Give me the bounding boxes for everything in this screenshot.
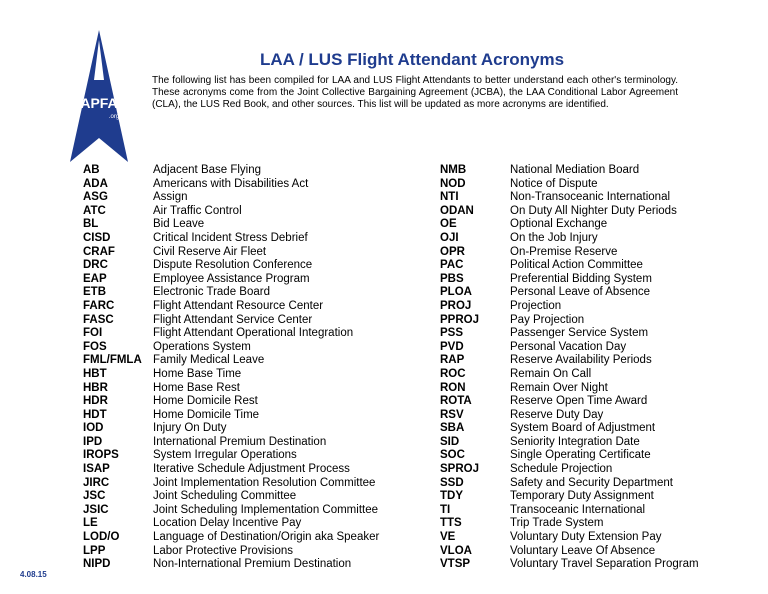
acronym-abbr: SPROJ [440,463,479,476]
acronym-abbr: ROC [440,367,466,380]
acronym-row [83,218,379,232]
acronym-row [440,395,699,409]
acronym-definition: Single Operating Certificate [510,449,651,462]
acronym-abbr: OJI [440,231,459,244]
apfa-logo [70,30,128,162]
acronym-abbr: FARC [83,299,115,312]
acronym-definition: Trip Trade System [510,517,604,530]
acronym-definition: Non-Transoceanic International [510,191,671,204]
acronym-row [440,422,699,436]
acronym-abbr: CRAF [83,245,115,258]
acronym-abbr: RSV [440,408,464,421]
acronym-abbr: ASG [83,191,108,204]
acronym-definition: Reserve Availability Periods [510,354,652,367]
acronym-abbr: FOS [83,340,107,353]
acronym-abbr: NMB [440,164,467,176]
acronym-row [440,273,699,287]
acronym-row [83,232,379,246]
acronym-abbr: OPR [440,245,465,258]
acronym-abbr: NOD [440,177,466,190]
acronym-definition: Remain On Call [510,367,592,380]
acronym-definition: Flight Attendant Operational Integration [153,327,354,340]
acronym-abbr: FASC [83,313,114,326]
acronym-abbr: TTS [440,517,462,530]
acronym-definition: Pay Projection [510,313,585,326]
acronym-abbr: NTI [440,191,459,204]
acronym-abbr: HBT [83,367,107,380]
acronym-abbr: LOD/O [83,531,120,544]
acronym-abbr: PPROJ [440,313,479,326]
acronym-definition: Air Traffic Control [153,204,242,217]
acronym-definition: Transoceanic International [510,503,646,516]
acronym-row [83,422,379,436]
acronym-definition: Optional Exchange [510,218,608,231]
acronym-row [440,191,699,205]
acronym-definition: Preferential Bidding System [510,272,652,285]
acronym-row [83,477,379,491]
acronym-row [440,232,699,246]
acronym-row [440,178,699,192]
acronym-definition: Voluntary Travel Separation Program [510,558,699,571]
acronym-definition: Americans with Disabilities Act [153,177,309,190]
acronym-definition: Bid Leave [153,218,205,231]
acronym-definition: Injury On Duty [153,422,227,435]
acronym-abbr: VE [440,531,456,544]
footer-date: 4.08.15 [20,570,47,579]
acronym-definition: Location Delay Incentive Pay [153,517,302,530]
acronym-definition: Employee Assistance Program [153,272,310,285]
acronym-definition: Remain Over Night [510,381,608,394]
acronym-definition: On-Premise Reserve [510,245,618,258]
acronym-row [440,300,699,314]
acronym-row [440,545,699,559]
acronym-definition: Seniority Integration Date [510,435,640,448]
acronym-definition: Reserve Duty Day [510,408,604,421]
acronym-abbr: RON [440,381,466,394]
acronym-row [83,205,379,219]
logo-subtext: .org [108,114,120,120]
acronym-row [83,449,379,463]
acronym-row [440,436,699,450]
acronym-definition: International Premium Destination [153,435,327,448]
acronym-definition: Safety and Security Department [510,476,673,489]
acronym-definition: Civil Reserve Air Fleet [153,245,267,258]
acronym-abbr: LPP [83,544,106,557]
acronym-row [83,259,379,273]
acronym-abbr: FML/FMLA [83,354,142,367]
acronym-row [440,517,699,531]
acronym-row [83,517,379,531]
acronym-row [440,463,699,477]
acronym-row [440,504,699,518]
acronym-definition: On Duty All Nighter Duty Periods [510,204,677,217]
acronym-definition: Notice of Dispute [510,177,598,190]
acronym-list-right [440,164,699,572]
acronym-definition: National Mediation Board [510,164,640,176]
acronym-row [440,164,699,178]
acronym-abbr: PSS [440,327,464,340]
acronym-definition: Passenger Service System [510,327,649,340]
acronym-abbr: NIPD [83,558,111,571]
acronym-definition: Non-International Premium Destination [153,558,352,571]
acronym-abbr: ADA [83,177,108,190]
acronym-definition: Family Medical Leave [153,354,265,367]
acronym-abbr: IROPS [83,449,119,462]
acronym-row [83,504,379,518]
acronym-row [440,382,699,396]
acronym-abbr: BL [83,218,99,231]
acronym-row [440,368,699,382]
acronym-row [440,354,699,368]
acronym-abbr: VLOA [440,544,472,557]
acronym-abbr: TI [440,503,451,516]
acronym-abbr: VTSP [440,558,471,571]
acronym-row [440,314,699,328]
acronym-definition: On the Job Injury [510,231,598,244]
acronym-row [83,409,379,423]
acronym-abbr: RAP [440,354,465,367]
acronym-abbr: DRC [83,259,108,272]
acronym-row [83,164,379,178]
acronym-definition: Home Base Time [153,367,242,380]
acronym-list-left [83,164,379,572]
acronym-row [83,327,379,341]
acronym-definition: Projection [510,299,562,312]
acronym-row [83,341,379,355]
acronym-abbr: ROTA [440,395,472,408]
acronym-row [440,341,699,355]
acronym-row [440,259,699,273]
acronym-row [440,490,699,504]
acronym-row [83,436,379,450]
acronym-definition: Critical Incident Stress Debrief [153,231,308,244]
acronym-abbr: SBA [440,422,465,435]
acronym-row [83,191,379,205]
acronym-row [440,246,699,260]
acronym-row [440,449,699,463]
acronym-abbr: ETB [83,286,106,299]
acronym-row [83,395,379,409]
acronym-row [83,286,379,300]
acronym-definition: Home Domicile Time [153,408,260,421]
acronym-row [440,286,699,300]
acronym-row [83,531,379,545]
acronym-definition: Electronic Trade Board [153,286,270,299]
acronym-abbr: OE [440,218,457,231]
logo-text: APFA [80,95,118,111]
acronym-row [83,273,379,287]
acronym-abbr: ISAP [83,463,110,476]
intro-paragraph: The following list has been compiled for LAA and LUS Flight Attendants to better understand each other's terminology. These acronyms come from the Joint Collective Bargaining Agreement (JCBA), the LAA Conditional Labor Agreement (CLA), the LUS Red Book, and other sources. This list will be updated as more acronyms are identified. [152,75,678,110]
acronym-definition: Reserve Open Time Award [510,395,648,408]
acronym-abbr: IPD [83,435,103,448]
acronym-definition: Home Domicile Rest [153,395,258,408]
acronym-definition: Political Action Committee [510,259,643,272]
acronym-row [440,218,699,232]
acronym-row [83,300,379,314]
acronym-definition: System Board of Adjustment [510,422,656,435]
acronym-abbr: AB [83,164,100,176]
acronym-definition: Operations System [153,340,251,353]
acronym-row [83,558,379,572]
acronym-definition: Joint Scheduling Committee [153,490,297,503]
acronym-row [440,558,699,572]
acronym-definition: Home Base Rest [153,381,240,394]
acronym-abbr: PVD [440,340,464,353]
acronym-abbr: FOI [83,327,103,340]
acronym-row [83,463,379,477]
acronym-definition: Assign [153,191,188,204]
acronym-row [440,205,699,219]
acronym-abbr: PROJ [440,299,472,312]
acronym-abbr: EAP [83,272,107,285]
acronym-abbr: CISD [83,231,111,244]
acronym-definition: Dispute Resolution Conference [153,259,313,272]
acronym-definition: Language of Destination/Origin aka Speaker [153,531,380,544]
acronym-abbr: TDY [440,490,463,503]
acronym-row [440,327,699,341]
acronym-abbr: JSIC [83,503,109,516]
acronym-row [83,368,379,382]
acronym-definition: Voluntary Duty Extension Pay [510,531,662,544]
acronym-abbr: SID [440,435,460,448]
acronym-abbr: HDT [83,408,107,421]
acronym-row [440,409,699,423]
acronym-row [83,354,379,368]
acronym-row [440,477,699,491]
acronym-definition: Flight Attendant Resource Center [153,299,324,312]
acronym-row [83,382,379,396]
acronym-abbr: LE [83,517,98,530]
acronym-row [83,178,379,192]
acronym-definition: Voluntary Leave Of Absence [510,544,656,557]
acronym-row [83,545,379,559]
acronym-definition: Schedule Projection [510,463,613,476]
acronym-abbr: SOC [440,449,465,462]
acronym-abbr: PLOA [440,286,472,299]
acronym-definition: Adjacent Base Flying [153,164,262,176]
acronym-definition: Flight Attendant Service Center [153,313,313,326]
acronym-abbr: PBS [440,272,464,285]
acronym-definition: Joint Implementation Resolution Committee [153,476,376,489]
acronym-definition: Joint Scheduling Implementation Committee [153,503,379,516]
acronym-definition: System Irregular Operations [153,449,297,462]
acronym-definition: Personal Vacation Day [510,340,627,353]
acronym-definition: Labor Protective Provisions [153,544,293,557]
acronym-row [83,490,379,504]
acronym-row [83,246,379,260]
acronym-definition: Personal Leave of Absence [510,286,651,299]
acronym-abbr: SSD [440,476,464,489]
acronym-definition: Temporary Duty Assignment [510,490,654,503]
acronym-abbr: PAC [440,259,464,272]
acronym-row [83,314,379,328]
acronym-row [440,531,699,545]
acronym-abbr: ATC [83,204,106,217]
page-title: LAA / LUS Flight Attendant Acronyms [259,50,565,69]
acronym-abbr: HDR [83,395,108,408]
acronym-abbr: HBR [83,381,108,394]
acronym-abbr: JSC [83,490,106,503]
acronym-abbr: ODAN [440,204,474,217]
acronym-definition: Iterative Schedule Adjustment Process [153,463,350,476]
acronym-abbr: JIRC [83,476,110,489]
acronym-abbr: IOD [83,422,104,435]
